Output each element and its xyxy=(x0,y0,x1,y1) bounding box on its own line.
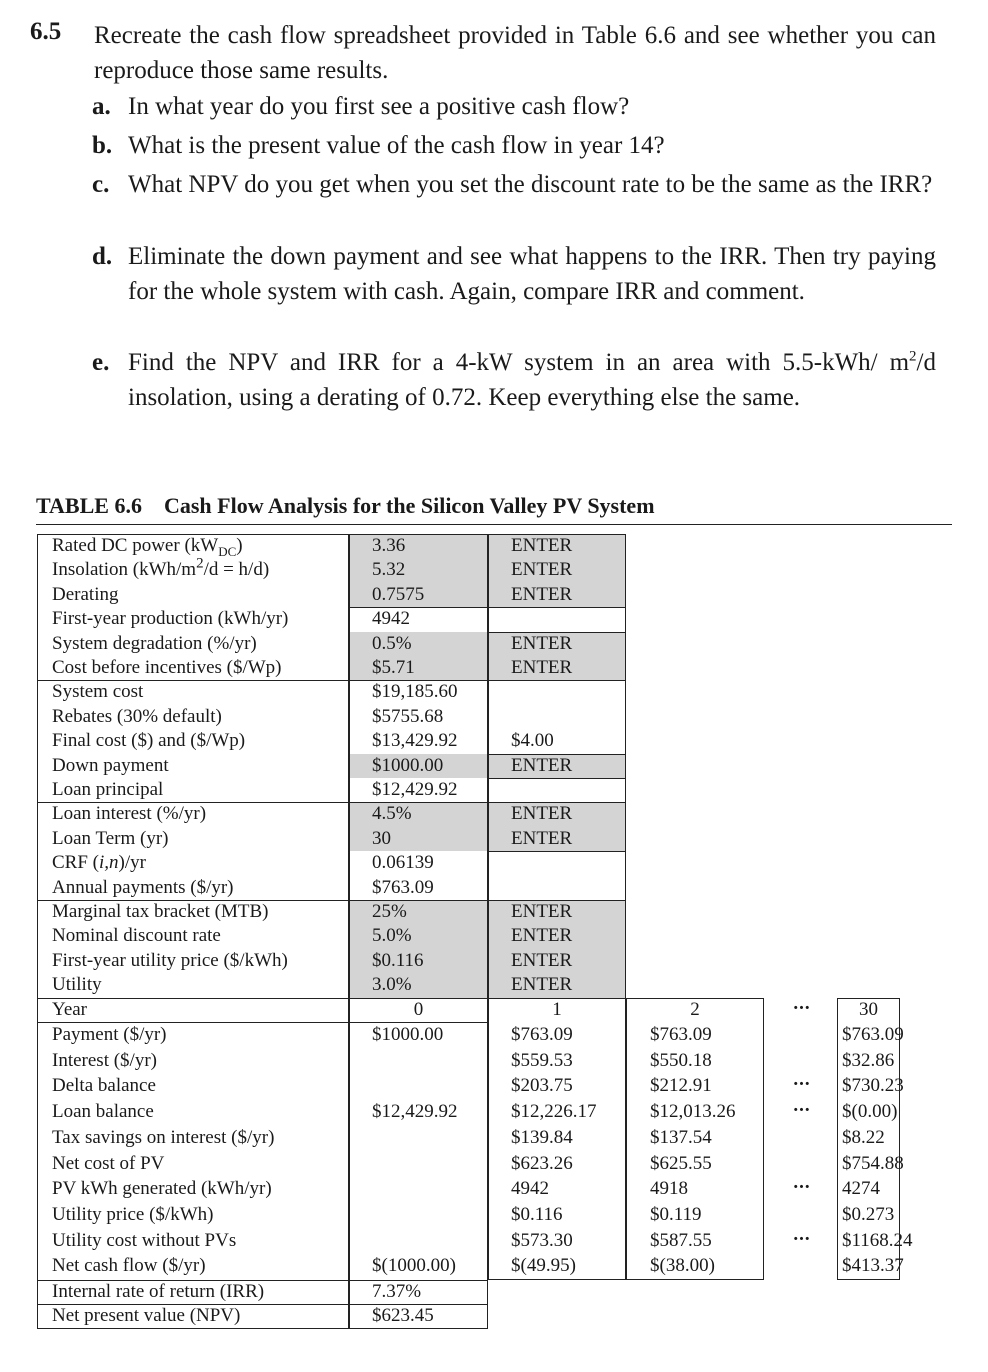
input-label-text: First-year utility price ($/kWh) xyxy=(52,949,288,971)
result-label: Net present value (NPV) xyxy=(52,1305,241,1327)
part-letter: d. xyxy=(92,243,113,270)
input-label-italic: i,n xyxy=(99,852,119,874)
group-separator xyxy=(349,607,488,608)
cell-year-30: $32.86 xyxy=(842,1049,895,1071)
enter-cell: ENTER xyxy=(488,949,626,973)
input-label-text: Rebates (30% default) xyxy=(52,705,222,727)
part-letter: a. xyxy=(92,93,111,120)
cell-year-1: $139.84 xyxy=(511,1126,573,1148)
enter-cell: ENTER xyxy=(488,534,626,558)
cell-year-30: $754.88 xyxy=(842,1152,904,1174)
input-label-text: Final cost ($) and ($/Wp) xyxy=(52,730,246,752)
input-label-text: Loan Term (yr) xyxy=(52,827,169,849)
row-label: Tax savings on interest ($/yr) xyxy=(52,1126,275,1148)
input-value: 0.5% xyxy=(349,632,488,656)
input-value: 4.5% xyxy=(349,802,488,826)
cell-year-1: $12,226.17 xyxy=(511,1101,597,1123)
row-label: Net cost of PV xyxy=(52,1152,165,1174)
results-separator xyxy=(37,1280,488,1281)
part-text-after: /d insolation, using a derating of 0.72. Keep everything else the same. xyxy=(128,349,936,411)
ellipsis: ... xyxy=(793,1223,811,1245)
row-label: PV kWh generated (kWh/yr) xyxy=(52,1178,272,1200)
enter-cell: ENTER xyxy=(488,802,626,826)
cell-year-2: $587.55 xyxy=(650,1229,712,1251)
part-text: What is the present value of the cash flow in year 14? xyxy=(128,132,665,159)
input-value: 0.7575 xyxy=(349,583,488,607)
input-value: 4942 xyxy=(372,608,410,630)
year30-column-border xyxy=(837,998,913,1280)
year2-column-border xyxy=(626,998,764,1280)
input-label-text: Loan interest (%/yr) xyxy=(52,803,207,825)
ellipsis: ... xyxy=(793,1095,811,1117)
results-separator xyxy=(37,1304,488,1305)
enter-cell: ENTER xyxy=(488,656,626,680)
enter-cell: ENTER xyxy=(488,827,626,851)
input-value: $763.09 xyxy=(372,876,434,898)
row-label: Utility cost without PVs xyxy=(52,1229,237,1251)
group-separator xyxy=(37,802,488,803)
input-value: 3.36 xyxy=(349,534,488,558)
result-label: Internal rate of return (IRR) xyxy=(52,1281,265,1302)
part-text-sup: 2 xyxy=(909,348,917,365)
row-label: Payment ($/yr) xyxy=(52,1024,167,1045)
enter-cell: ENTER xyxy=(488,754,626,778)
input-extra: $4.00 xyxy=(511,730,554,752)
cell-year-1: $(49.95) xyxy=(511,1255,576,1277)
cell-year-0: $12,429.92 xyxy=(372,1101,458,1123)
input-value: 5.0% xyxy=(349,924,488,948)
input-label-text: Annual payments ($/yr) xyxy=(52,876,234,898)
enter-cell: ENTER xyxy=(488,583,626,607)
enter-cell: ENTER xyxy=(488,558,626,582)
ellipsis: ... xyxy=(793,992,811,1014)
year-row-separator xyxy=(37,1022,488,1023)
cell-year-2: $550.18 xyxy=(650,1049,712,1071)
result-value: $623.45 xyxy=(372,1305,434,1327)
input-label-text: Marginal tax bracket (MTB) xyxy=(52,901,269,922)
cell-year-2: $0.119 xyxy=(650,1203,702,1225)
input-label-text: Rated DC power (kW xyxy=(52,535,219,556)
input-label-text: Loan principal xyxy=(52,779,164,800)
cell-year-2: $212.91 xyxy=(650,1075,712,1097)
group-separator xyxy=(488,607,626,608)
input-value: $5.71 xyxy=(349,656,488,680)
cell-year-2: $763.09 xyxy=(650,1024,712,1045)
input-value: $1000.00 xyxy=(349,754,488,778)
input-value: 30 xyxy=(349,827,488,851)
cell-year-1: 4942 xyxy=(511,1178,549,1200)
cell-year-2: $137.54 xyxy=(650,1126,712,1148)
table-title: Cash Flow Analysis for the Silicon Valley PV System xyxy=(163,493,655,518)
group-separator xyxy=(488,851,626,852)
cell-year-30: $(0.00) xyxy=(842,1101,898,1123)
part-text: In what year do you first see a positive cash flow? xyxy=(128,93,630,120)
group-separator xyxy=(37,900,488,901)
cell-year-30: $730.23 xyxy=(842,1075,904,1097)
row-label: Delta balance xyxy=(52,1075,156,1097)
group-separator xyxy=(488,632,626,633)
problem-intro: Recreate the cash flow spreadsheet provided in Table 6.6 and see whether you can reproduce those same results. xyxy=(94,22,936,84)
value-column-border xyxy=(349,534,488,1329)
table-caption xyxy=(36,493,655,519)
input-label-text: CRF ( xyxy=(52,852,99,874)
part-text xyxy=(128,345,936,415)
input-label-text: System cost xyxy=(52,681,144,703)
row-label: Utility price ($/kWh) xyxy=(52,1203,214,1225)
enter-cell: ENTER xyxy=(488,973,626,997)
part-text-before: Find the NPV and IRR for a 4-kW system in an area with 5.5-kWh/ m xyxy=(128,349,910,376)
year-label: Year xyxy=(52,998,88,1020)
input-value: $12,429.92 xyxy=(372,779,458,800)
cell-year-1: $623.26 xyxy=(511,1152,573,1174)
input-value: 5.32 xyxy=(349,558,488,582)
row-label: Interest ($/yr) xyxy=(52,1049,157,1071)
caption-rule xyxy=(36,524,952,525)
cell-year-0: $(1000.00) xyxy=(372,1255,456,1277)
input-value: $19,185.60 xyxy=(372,681,458,703)
cell-year-30: $763.09 xyxy=(842,1024,904,1045)
input-label-after: )/yr xyxy=(118,852,146,874)
cell-year-30: $8.22 xyxy=(842,1126,885,1148)
cell-year-30: $1168.24 xyxy=(842,1229,913,1251)
group-separator xyxy=(488,680,626,681)
ellipsis: ... xyxy=(793,1172,811,1194)
cell-year-1: $573.30 xyxy=(511,1229,573,1251)
group-separator xyxy=(37,680,488,681)
part-text: Eliminate the down payment and see what happens to the IRR. Then try paying for the whole system with cash. Again, compare IRR and comment. xyxy=(128,243,936,305)
group-separator xyxy=(488,754,626,755)
input-label-text: System degradation (%/yr) xyxy=(52,632,257,654)
enter-cell: ENTER xyxy=(488,632,626,656)
year-30: 30 xyxy=(859,998,878,1020)
cell-year-0: $1000.00 xyxy=(372,1024,444,1045)
input-label-text: Down payment xyxy=(52,754,169,776)
part-letter: e. xyxy=(92,349,110,376)
cell-year-1: $763.09 xyxy=(511,1024,573,1045)
cell-year-2: $(38.00) xyxy=(650,1255,715,1277)
cell-year-1: $0.116 xyxy=(511,1203,563,1225)
year-1: 1 xyxy=(552,998,562,1020)
input-value: $13,429.92 xyxy=(372,730,458,752)
input-label-text: Cost before incentives ($/Wp) xyxy=(52,657,282,678)
label-column-border xyxy=(37,534,349,1329)
input-label-text: Insolation (kWh/m xyxy=(52,559,197,581)
enter-cell: ENTER xyxy=(488,900,626,924)
result-value: 7.37% xyxy=(372,1281,422,1302)
cell-year-1: $559.53 xyxy=(511,1049,573,1071)
input-label-sub: DC xyxy=(218,543,237,559)
input-value: 0.06139 xyxy=(372,852,434,874)
part-letter: c. xyxy=(92,171,110,198)
row-label: Net cash flow ($/yr) xyxy=(52,1255,206,1277)
input-value: $0.116 xyxy=(349,949,488,973)
cell-year-2: 4918 xyxy=(650,1178,688,1200)
input-label-text: Utility xyxy=(52,974,102,996)
year1-column-border xyxy=(488,534,626,1280)
input-label-after: /d = h/d) xyxy=(203,559,270,581)
problem-number: 6.5 xyxy=(30,18,62,45)
enter-cell: ENTER xyxy=(488,924,626,948)
cell-year-30: $0.273 xyxy=(842,1203,895,1225)
row-label: Loan balance xyxy=(52,1101,154,1123)
input-value: 3.0% xyxy=(349,973,488,997)
cell-year-2: $12,013.26 xyxy=(650,1101,736,1123)
input-label-sup: 2 xyxy=(196,556,204,573)
year-0: 0 xyxy=(413,998,424,1020)
input-value: $5755.68 xyxy=(372,705,444,727)
group-separator xyxy=(488,900,626,901)
input-label-text: First-year production (kWh/yr) xyxy=(52,608,289,630)
part-letter: b. xyxy=(92,132,113,159)
input-value: 25% xyxy=(349,900,488,924)
cell-year-30: 4274 xyxy=(842,1178,880,1200)
part-text: What NPV do you get when you set the discount rate to be the same as the IRR? xyxy=(128,171,933,198)
group-separator xyxy=(488,778,626,779)
group-separator xyxy=(488,802,626,803)
year-2: 2 xyxy=(690,998,700,1020)
ellipsis: ... xyxy=(793,1069,811,1091)
cell-year-1: $203.75 xyxy=(511,1075,573,1097)
cell-year-30: $413.37 xyxy=(842,1255,904,1277)
input-label-after: ) xyxy=(236,535,243,556)
cell-year-2: $625.55 xyxy=(650,1152,712,1174)
year-row-separator xyxy=(37,998,626,999)
input-label-text: Derating xyxy=(52,583,119,605)
input-label-text: Nominal discount rate xyxy=(52,925,221,947)
table-label: TABLE 6.6 xyxy=(36,493,142,518)
